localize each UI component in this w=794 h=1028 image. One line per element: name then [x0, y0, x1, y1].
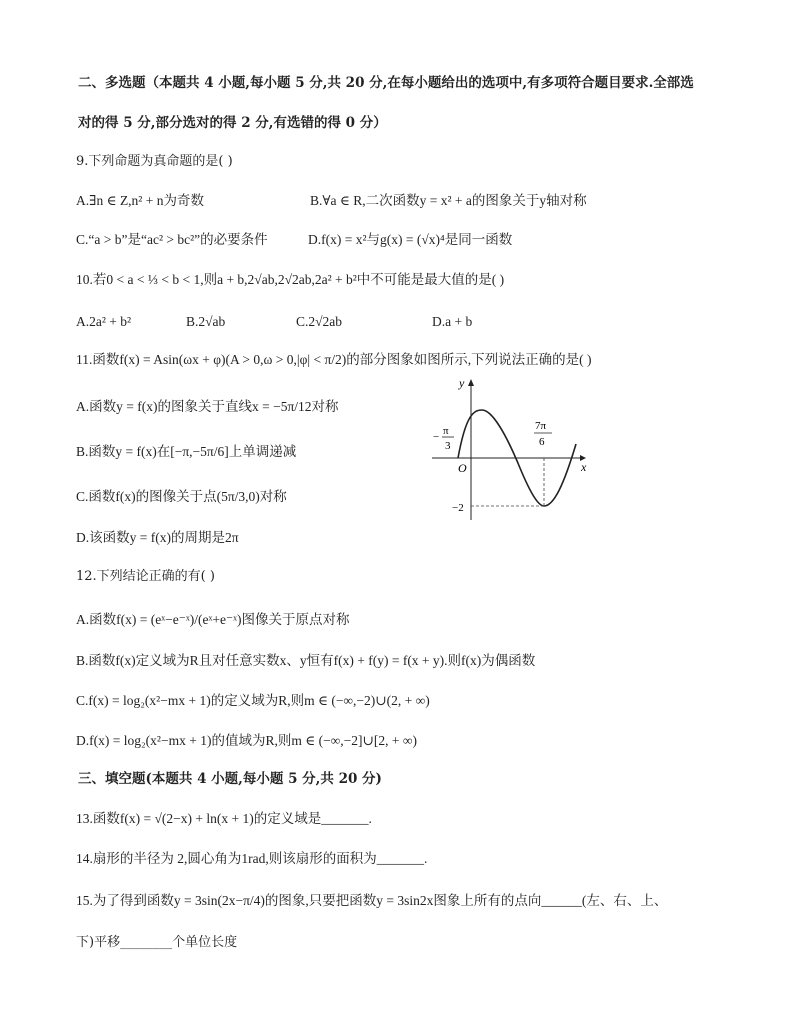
q9-option-c: C.“a > b”是“ac² > bc²”的必要条件	[76, 232, 268, 247]
section2-heading-line2: 对的得 5 分,部分选对的得 2 分,有选错的得 0 分）	[78, 115, 387, 131]
y-axis-arrow-icon	[468, 379, 474, 386]
q12-stem: 12.下列结论正确的有( )	[76, 569, 215, 584]
q9-option-d: D.f(x) = x²与g(x) = (√x)⁴是同一函数	[308, 232, 513, 247]
q11-sine-graph	[430, 374, 590, 524]
q12-option-d: D.f(x) = log₂(x²−mx + 1)的值域为R,则m ∈ (−∞,−2]∪[2, + ∞)	[76, 733, 417, 748]
q11-stem: 11.函数f(x) = Asin(ωx + φ)(A > 0,ω > 0,|φ| < π/2)的部分图象如图所示,下列说法正确的是( )	[76, 352, 592, 367]
q10-stem: 10.若0 < a < ⅓ < b < 1,则a + b,2√ab,2√2ab,2a² + b²中不可能是最大值的是( )	[76, 272, 505, 287]
origin-label: O	[458, 461, 467, 475]
left-tick-sign: −	[433, 431, 440, 443]
q15-line2: 下)平移________个单位长度	[76, 935, 238, 950]
q11-option-b: B.函数y = f(x)在[−π,−5π/6]上单调递减	[76, 444, 297, 459]
q10-option-a: A.2a² + b²	[76, 314, 132, 329]
q10-option-c: C.2√2ab	[296, 314, 343, 329]
q9-option-a: A.∃n ∈ Z,n² + n为奇数	[76, 193, 204, 208]
section2-heading-line1: 二、多选题（本题共 4 小题,每小题 5 分,共 20 分,在每小题给出的选项中,有多项符合题目要求.全部选	[78, 75, 694, 91]
q11-option-c: C.函数f(x)的图像关于点(5π/3,0)对称	[76, 489, 287, 504]
min-value-label: −2	[452, 502, 464, 514]
q10-option-b: B.2√ab	[186, 314, 226, 329]
q11-option-a: A.函数y = f(x)的图象关于直线x = −5π/12对称	[76, 399, 339, 414]
q12-option-c: C.f(x) = log₂(x²−mx + 1)的定义域为R,则m ∈ (−∞,−2)∪(2, + ∞)	[76, 693, 430, 708]
right-tick-numerator: 7π	[535, 420, 547, 432]
q12-option-b: B.函数f(x)定义域为R且对任意实数x、y恒有f(x) + f(y) = f(x + y).则f(x)为偶函数	[76, 653, 536, 668]
x-axis-label: x	[581, 460, 587, 474]
left-tick-denominator: 3	[445, 440, 451, 452]
section3-heading: 三、填空题(本题共 4 小题,每小题 5 分,共 20 分)	[78, 771, 382, 787]
right-tick-denominator: 6	[539, 436, 545, 448]
q14-text: 14.扇形的半径为 2,圆心角为1rad,则该扇形的面积为_______.	[76, 851, 428, 866]
q9-stem: 9.下列命题为真命题的是( )	[76, 154, 233, 169]
q12-option-a: A.函数f(x) = (eˣ−e⁻ˣ)/(eˣ+e⁻ˣ)图像关于原点对称	[76, 612, 350, 627]
left-tick-numerator: π	[443, 425, 449, 437]
q15-line1: 15.为了得到函数y = 3sin(2x−π/4)的图象,只要把函数y = 3sin2x图象上所有的点向______(左、右、上、	[76, 893, 668, 908]
q11-option-d: D.该函数y = f(x)的周期是2π	[76, 530, 239, 545]
y-axis-label: y	[459, 376, 465, 390]
q13-text: 13.函数f(x) = √(2−x) + ln(x + 1)的定义域是_______.	[76, 811, 372, 826]
q10-option-d: D.a + b	[432, 314, 473, 329]
q9-option-b: B.∀a ∈ R,二次函数y = x² + a的图象关于y轴对称	[310, 193, 587, 208]
